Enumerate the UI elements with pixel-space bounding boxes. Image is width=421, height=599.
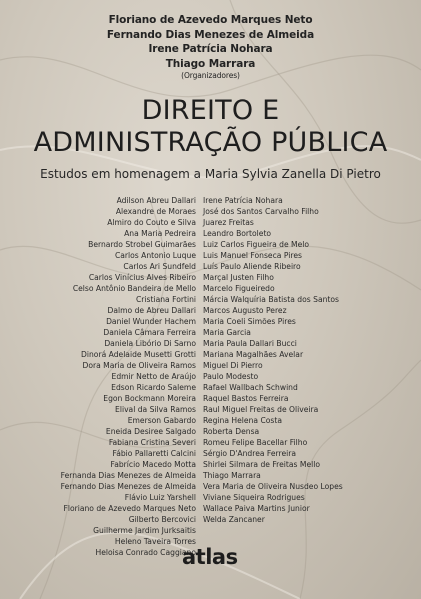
author-name: Edson Ricardo Saleme: [111, 383, 196, 392]
author-name: Raul Miguel Freitas de Oliveira: [203, 405, 319, 414]
author-name: Flávio Luiz Yarshell: [124, 493, 196, 502]
author-name: Elival da Silva Ramos: [115, 405, 196, 414]
author-name: Maria Garcia: [203, 328, 251, 337]
author-name: Emerson Gabardo: [127, 416, 196, 425]
author-name: Floriano de Azevedo Marques Neto: [63, 504, 196, 513]
author-name: Cristiana Fortini: [136, 295, 196, 304]
author-name: Heloisa Conrado Caggiano: [95, 548, 196, 557]
organizers-block: [0, 13, 421, 80]
author-name: Fabiana Cristina Severi: [108, 438, 196, 447]
author-name: Roberta Densa: [203, 427, 260, 436]
title-line: DIREITO E: [141, 95, 280, 126]
author-name: Maria Paula Dallari Bucci: [203, 339, 297, 348]
author-name: Maria Coeli Simões Pires: [203, 317, 296, 326]
organizer-name: Irene Patrícia Nohara: [148, 43, 273, 55]
organizer-name: Floriano de Azevedo Marques Neto: [108, 14, 313, 26]
author-name: Vera Maria de Oliveira Nusdeo Lopes: [203, 482, 343, 491]
author-name: Miguel Di Pierro: [203, 361, 263, 370]
author-name: Marçal Justen Filho: [203, 273, 274, 282]
author-name: Marcelo Figueiredo: [203, 284, 275, 293]
author-name: Márcia Walquíria Batista dos Santos: [203, 295, 339, 304]
author-name: Adilson Abreu Dallari: [116, 196, 196, 205]
author-name: Leandro Bortoleto: [203, 229, 272, 238]
author-name: Celso Antônio Bandeira de Mello: [72, 284, 196, 293]
author-name: Heleno Taveira Torres: [114, 537, 196, 546]
author-name: Thiago Marrara: [203, 471, 261, 480]
organizer-name: Thiago Marrara: [165, 57, 256, 70]
author-name: Regina Helena Costa: [203, 416, 282, 425]
authors-right-column: [203, 195, 343, 525]
book-subtitle: Estudos em homenagem a Maria Sylvia Zanella Di Pietro: [40, 167, 381, 181]
author-name: Shirlei Silmara de Freitas Mello: [203, 460, 320, 469]
author-name: Carlos Vinícius Alves Ribeiro: [88, 273, 196, 282]
author-name: Carlos Ari Sundfeld: [123, 262, 196, 271]
author-name: Daniela Libório Di Sarno: [104, 339, 196, 348]
author-name: Marcos Augusto Perez: [203, 306, 287, 315]
author-name: Rafael Wallbach Schwind: [203, 383, 298, 392]
author-name: Luis Manuel Fonseca Pires: [203, 251, 302, 260]
author-name: Ana Maria Pedreira: [124, 229, 196, 238]
author-name: Romeu Felipe Bacellar Filho: [203, 438, 308, 447]
author-name: Egon Bockmann Moreira: [103, 394, 196, 403]
author-name: Luís Paulo Aliende Ribeiro: [203, 262, 301, 271]
author-name: Juarez Freitas: [203, 218, 254, 227]
author-name: Almiro do Couto e Silva: [107, 218, 196, 227]
author-name: Dalmo de Abreu Dallari: [107, 306, 196, 315]
publisher-logo: atlas: [182, 545, 238, 569]
author-name: Eneida Desiree Salgado: [105, 427, 196, 436]
author-name: Edmir Netto de Araújo: [111, 372, 196, 381]
author-name: Daniela Câmara Ferreira: [103, 328, 196, 337]
author-name: Irene Patrícia Nohara: [203, 196, 283, 205]
title-line: ADMINISTRAÇÃO PÚBLICA: [33, 127, 388, 158]
authors-left-column: [61, 195, 196, 558]
author-name: Carlos Antonio Luque: [114, 251, 196, 260]
author-name: Daniel Wunder Hachem: [106, 317, 196, 326]
author-name: José dos Santos Carvalho Filho: [203, 207, 319, 216]
author-name: Mariana Magalhães Avelar: [203, 350, 304, 359]
organizers-role: (Organizadores): [181, 71, 240, 80]
author-name: Bernardo Strobel Guimarães: [88, 240, 196, 249]
author-name: Dora Maria de Oliveira Ramos: [82, 361, 196, 370]
author-name: Welda Zancaner: [203, 515, 265, 524]
author-name: Sérgio D'Andrea Ferreira: [203, 449, 297, 458]
author-name: Alexandre de Moraes: [115, 207, 196, 216]
author-name: Paulo Modesto: [203, 372, 259, 381]
author-name: Dinorá Adelaide Musetti Grotti: [81, 350, 196, 359]
organizer-name: Fernando Dias Menezes de Almeida: [106, 28, 315, 41]
author-name: Fábio Pallaretti Calcini: [112, 449, 196, 458]
author-name: Fernanda Dias Menezes de Almeida: [60, 471, 196, 480]
author-name: Luiz Carlos Figueira de Melo: [203, 240, 310, 249]
author-name: Fernando Dias Menezes de Almeida: [60, 482, 196, 491]
author-name: Fabrício Macedo Motta: [110, 460, 196, 469]
author-name: Wallace Paiva Martins Junior: [203, 504, 310, 513]
author-name: Viviane Siqueira Rodrigues: [203, 493, 305, 502]
author-name: Gilberto Bercovici: [128, 515, 196, 524]
author-name: Guilherme Jardim Jurksaitis: [93, 526, 196, 535]
author-name: Raquel Bastos Ferreira: [203, 394, 289, 403]
book-title: [0, 95, 421, 159]
